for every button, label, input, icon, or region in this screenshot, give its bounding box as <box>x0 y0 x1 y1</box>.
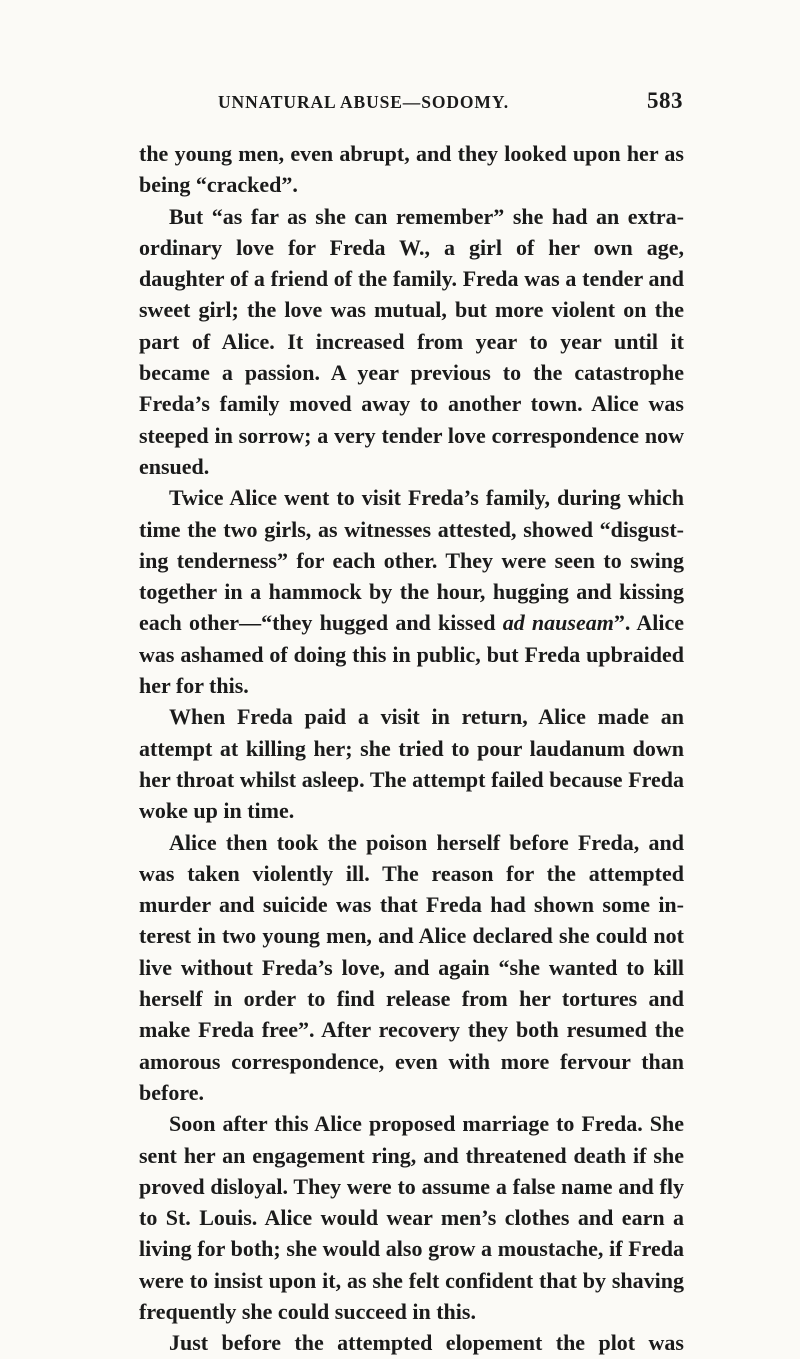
body-text <box>139 138 684 1359</box>
paragraph-5: Alice then took the poison herself before Freda, and was taken violently ill. The reason for the attempted murder and suicide was that Freda had shown some in-terest in two young men, and Alice declared she could not live without Freda’s love, and again “she wanted to kill herself in order to find release from her tortures and make Freda free”. After recovery they both resumed the amorous correspondence, even with more fervour than before. <box>139 829 684 1105</box>
paragraph-3-text-after: ”. Alice was ashamed of doing this in public, but Freda upbraided her for this. <box>139 610 684 699</box>
running-head <box>218 88 683 114</box>
page-number: 583 <box>647 88 683 113</box>
paragraph-4: When Freda paid a visit in return, Alice made an attempt at killing her; she tried to pour laudanum down her throat whilst asleep. The attempt failed because Freda woke up in time. <box>139 704 684 824</box>
paragraph-7: Just before the attempted elopement the plot was <box>169 1330 684 1356</box>
paragraph-1: the young men, even abrupt, and they looked upon her as being “cracked”. <box>139 141 684 198</box>
italic-phrase: ad nauseam <box>502 610 614 636</box>
paragraph-6: Soon after this Alice proposed marriage to Freda. She sent her an engagement ring, and threatened death if she proved disloyal. They were to assume a false name and fly to St. Louis. Alice would wear men’s clothes and earn a living for both; she would also grow a moustache, if Freda were to insist upon it, as she felt confident that by shaving frequently she could succeed in this. <box>139 1111 684 1324</box>
paragraph-3-text-before: Twice Alice went to visit Freda’s family, during which time the two girls, as witnesses attested, showed “disgust-ing tenderness” for each other. They were seen to swing together in a hammock by the hour, hugging and kissing each other—“they hugged and kissed <box>139 485 684 636</box>
paragraph-3 <box>139 482 684 701</box>
paragraph-2: But “as far as she can remember” she had an extra-ordinary love for Freda W., a girl of her own age, daughter of a friend of the family. Freda was a tender and sweet girl; the love was mutual, but more violent on the part of Alice. It increased from year to year until it became a passion. A year previous to the catastrophe Freda’s family moved away to another town. Alice was steeped in sorrow; a very tender love correspondence now ensued. <box>139 203 684 479</box>
running-title: UNNATURAL ABUSE—SODOMY. <box>218 92 510 112</box>
